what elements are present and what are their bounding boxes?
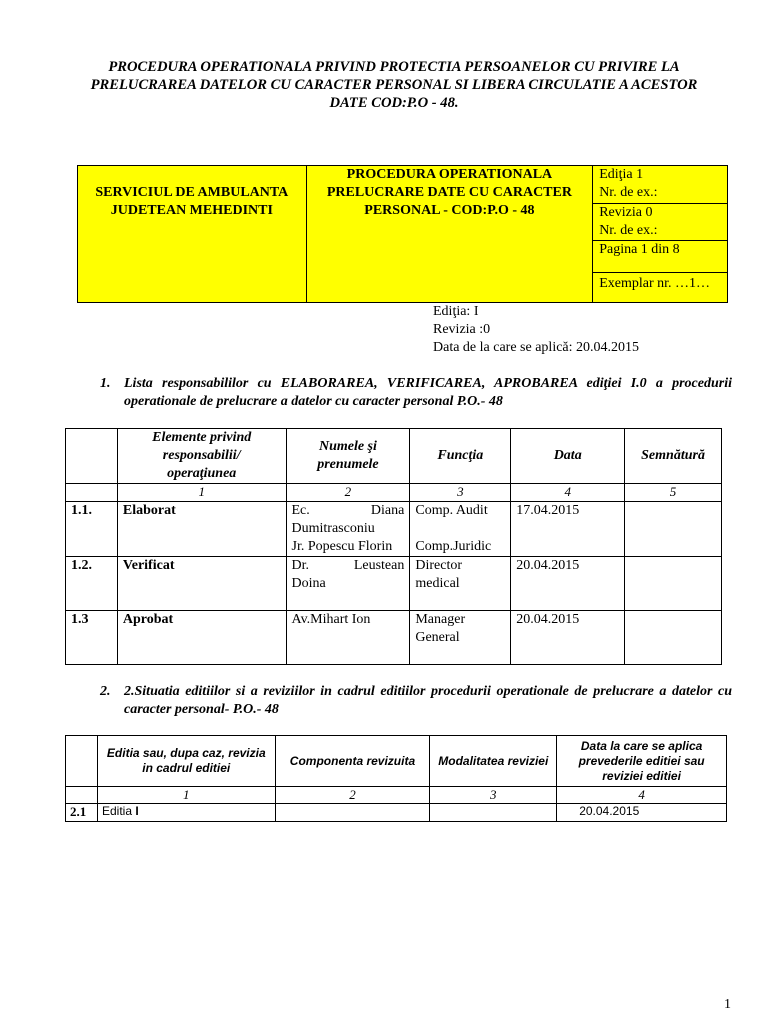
header-edition-line-2: in cadrul editiei (142, 761, 231, 775)
row-function-line-1: Director (415, 558, 463, 573)
organization-cell (78, 166, 307, 303)
row-function-line-2: General (415, 630, 460, 645)
row-function (410, 557, 511, 611)
row-date: 17.04.2015 (511, 502, 625, 557)
document-title (60, 58, 728, 112)
row-name (286, 557, 410, 611)
title-line-2: PRELUCRAREA DATELOR CU CARACTER PERSONAL SI LIBERA CIRCULATIE A ACESTOR (90, 77, 698, 93)
row-function-line-2: Comp.Juridic (415, 539, 492, 554)
index-empty-cell (66, 484, 118, 502)
header-modality: Modalitatea reviziei (430, 736, 557, 787)
row-edition-prefix: Editia (101, 804, 136, 818)
row-name-part: Diana (370, 503, 405, 518)
index-cell: 3 (430, 787, 557, 804)
revisions-table (65, 735, 727, 822)
header-apply-date-line-3: reviziei editiei (602, 768, 681, 783)
row-function-line-1: Manager (415, 612, 466, 627)
procedure-line-3: PERSONAL - COD:P.O - 48 (364, 203, 535, 218)
copy-number-label: Exemplar nr. …1… (599, 276, 710, 291)
index-empty-cell (66, 787, 98, 804)
header-elements-line-3: operaţiunea (167, 466, 237, 481)
index-cell: 2 (275, 787, 430, 804)
row-function-line-2: medical (415, 576, 460, 591)
table-row (66, 804, 727, 822)
title-line-1: PROCEDURA OPERATIONALA PRIVIND PROTECTIA PERSOANELOR CU PRIVIRE LA (108, 59, 680, 75)
row-signature (625, 502, 722, 557)
row-date: 20.04.2015 (511, 557, 625, 611)
section-1-line-1: Lista responsabililor cu ELABORAREA, VERIFICAREA, APROBAREA ediţiei I.0 a procedurii (124, 376, 732, 391)
header-elements (117, 429, 286, 484)
table-row (66, 611, 722, 665)
row-function (410, 611, 511, 665)
row-number: 1.2. (66, 557, 118, 611)
header-signature: Semnătură (625, 429, 722, 484)
header-date: Data (511, 429, 625, 484)
edition-info (433, 303, 639, 357)
section-1-line-2: operationale de prelucrare a datelor cu caracter personal P.O.- 48 (124, 394, 503, 409)
section-1-heading (100, 375, 732, 411)
row-name-part: Ec. (291, 503, 310, 518)
row-number: 1.1. (66, 502, 118, 557)
copy-cell (593, 273, 728, 303)
row-name-part: Leustean (353, 558, 405, 573)
header-elements-line-1: Elemente privind (152, 430, 252, 445)
index-cell: 4 (511, 484, 625, 502)
header-function: Funcţia (410, 429, 511, 484)
table-index-row (66, 787, 727, 804)
header-edition (97, 736, 275, 787)
section-2-line-2: caracter personal- P.O.- 48 (124, 702, 279, 717)
edition-cell (593, 166, 728, 204)
header-edition-line-1: Editia sau, dupa caz, revizia (106, 746, 266, 760)
index-cell: 3 (410, 484, 511, 502)
row-name-line-3: Jr. Popescu Florin (291, 539, 393, 554)
row-function-line-1: Comp. Audit (415, 503, 488, 518)
row-role: Elaborat (117, 502, 286, 557)
header-empty-cell (66, 429, 118, 484)
row-signature (625, 557, 722, 611)
index-cell: 5 (625, 484, 722, 502)
header-box (77, 165, 728, 303)
section-2-number: 2. (100, 684, 111, 699)
index-cell: 4 (557, 787, 727, 804)
table-header-row (66, 429, 722, 484)
section-1-number: 1. (100, 376, 111, 391)
index-cell: 1 (117, 484, 286, 502)
procedure-cell (306, 166, 593, 303)
page-number: 1 (724, 997, 731, 1012)
row-name-part: Dr. (291, 558, 309, 573)
table-row (66, 557, 722, 611)
row-edition-value: I (135, 804, 139, 818)
header-name-line-2: prenumele (317, 457, 379, 472)
index-cell: 2 (286, 484, 410, 502)
row-name-line-1 (292, 557, 405, 575)
row-apply-date: 20.04.2015 (557, 804, 727, 822)
row-name: Av.Mihart Ion (286, 611, 410, 665)
row-name (286, 502, 410, 557)
page-count-label: Pagina 1 din 8 (599, 242, 680, 257)
table-header-row (66, 736, 727, 787)
header-apply-date (557, 736, 727, 787)
index-cell: 1 (97, 787, 275, 804)
row-component (275, 804, 430, 822)
row-name-line-1 (292, 502, 405, 520)
edition-label: Ediţia 1 (599, 167, 644, 182)
header-apply-date-line-1: Data la care se aplica (580, 738, 703, 753)
organization-line-1: SERVICIUL DE AMBULANTA (95, 185, 289, 200)
header-elements-line-2: responsabilii/ (162, 448, 241, 463)
header-component: Componenta revizuita (275, 736, 430, 787)
procedure-line-1: PROCEDURA OPERATIONALA (346, 167, 553, 182)
row-role: Verificat (117, 557, 286, 611)
table-index-row (66, 484, 722, 502)
header-apply-date-line-2: prevederile editiei sau (578, 753, 705, 768)
row-number: 2.1 (66, 804, 98, 822)
procedure-line-2: PRELUCRARE DATE CU CARACTER (326, 185, 572, 200)
header-empty-cell (66, 736, 98, 787)
edition-info-date: Data de la care se aplică: 20.04.2015 (433, 340, 640, 355)
header-name-line-1: Numele şi (318, 439, 377, 454)
row-function (410, 502, 511, 557)
row-edition (97, 804, 275, 822)
table-row (66, 502, 722, 557)
edition-info-revision: Revizia :0 (433, 322, 491, 337)
row-name-line-2: Dumitrasconiu (291, 521, 375, 536)
header-name (286, 429, 410, 484)
revision-cell (593, 204, 728, 241)
row-number: 1.3 (66, 611, 118, 665)
row-modality (430, 804, 557, 822)
copies-label-1: Nr. de ex.: (599, 185, 658, 200)
edition-info-edition: Ediţia: I (433, 304, 479, 319)
responsibles-table (65, 428, 722, 665)
row-date: 20.04.2015 (511, 611, 625, 665)
revision-label: Revizia 0 (599, 205, 653, 220)
copies-label-2: Nr. de ex.: (599, 223, 658, 238)
row-name-line-2: Doina (291, 576, 326, 591)
title-line-3: DATE COD:P.O - 48. (329, 95, 459, 111)
row-role: Aprobat (117, 611, 286, 665)
row-signature (625, 611, 722, 665)
section-2-heading (100, 683, 732, 719)
page-cell (593, 241, 728, 273)
section-2-line-1: 2.Situatia editiilor si a reviziilor in cadrul editiilor procedurii operationale de prelucrare a datelor cu (124, 684, 732, 699)
organization-line-2: JUDETEAN MEHEDINTI (110, 203, 273, 218)
